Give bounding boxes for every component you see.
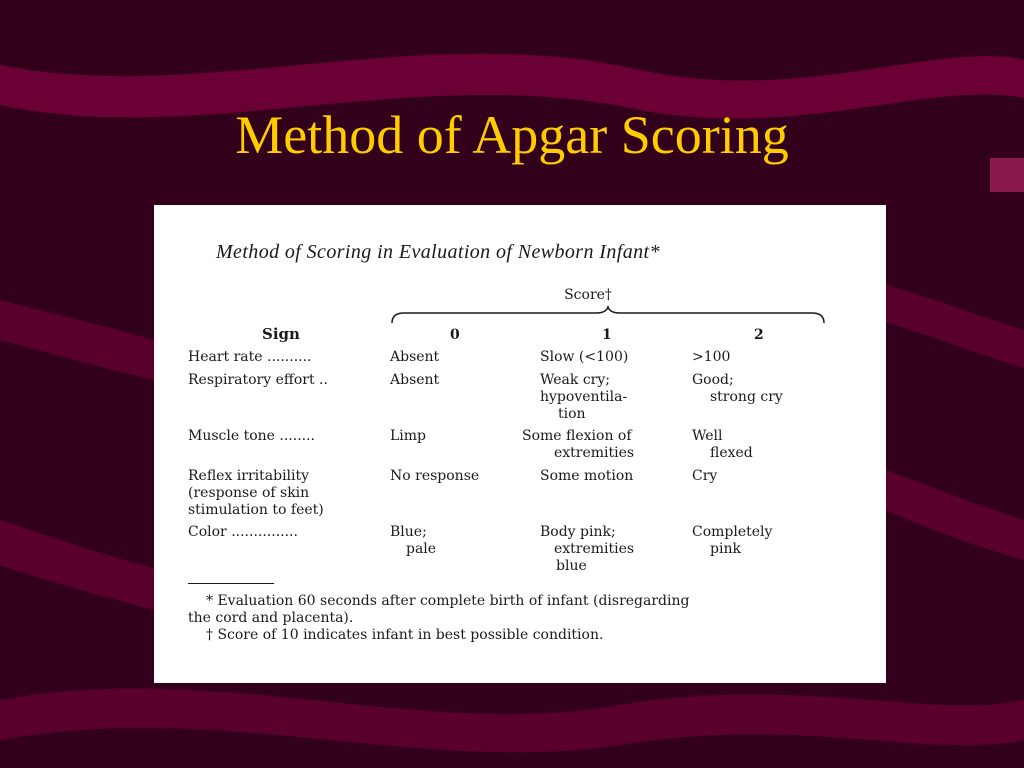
sign-color: Color ............... (188, 524, 298, 540)
respiratory-score-2-line-1: Good; (692, 372, 734, 388)
muscle-tone-score-0: Limp (390, 428, 427, 444)
color-score-1-line-3: blue (556, 558, 587, 574)
color-score-0-line-2: pale (406, 541, 437, 557)
sign-heart-rate: Heart rate .......... (188, 349, 312, 365)
reflex-score-0: No response (390, 468, 480, 484)
score-brace (390, 305, 826, 325)
reflex-score-1: Some motion (540, 468, 634, 484)
sign-column-header: Sign (262, 325, 300, 343)
footnote-1-line-2: the cord and placenta). (188, 610, 354, 626)
sign-respiratory-effort: Respiratory effort .. (188, 372, 328, 388)
score-1-header: 1 (602, 327, 612, 343)
score-2-header: 2 (754, 327, 764, 343)
heart-rate-score-2: >100 (692, 349, 731, 365)
heart-rate-score-1: Slow (<100) (540, 349, 629, 365)
table-heading: Method of Scoring in Evaluation of Newborn Infant* (216, 241, 660, 263)
reflex-score-2: Cry (692, 468, 718, 484)
color-score-1-line-1: Body pink; (540, 524, 616, 540)
footnote-1-line-1: * Evaluation 60 seconds after complete birth of infant (disregarding (206, 593, 690, 609)
sign-muscle-tone: Muscle tone ........ (188, 428, 315, 444)
sign-reflex-line-3: stimulation to feet) (188, 502, 324, 518)
muscle-tone-score-1-line-2: extremities (554, 445, 635, 461)
sign-reflex-line-1: Reflex irritability (188, 468, 310, 484)
score-group-label: Score† (564, 287, 612, 303)
color-score-2-line-1: Completely (692, 524, 773, 540)
heart-rate-score-0: Absent (390, 349, 440, 365)
sign-reflex-line-2: (response of skin (188, 485, 310, 501)
score-0-header: 0 (450, 327, 460, 343)
apgar-table-image (154, 205, 886, 683)
respiratory-score-1-line-1: Weak cry; (540, 372, 610, 388)
color-score-2-line-2: pink (710, 541, 741, 557)
muscle-tone-score-1-line-1: Some flexion of (522, 428, 632, 444)
respiratory-score-0: Absent (390, 372, 440, 388)
respiratory-score-1-line-2: hypoventila- (540, 389, 628, 405)
footnote-divider (188, 583, 274, 584)
color-score-1-line-2: extremities (554, 541, 635, 557)
respiratory-score-1-line-3: tion (558, 406, 586, 422)
color-score-0-line-1: Blue; (390, 524, 427, 540)
slide-title: Method of Apgar Scoring (235, 105, 789, 165)
muscle-tone-score-2-line-2: flexed (710, 445, 753, 461)
muscle-tone-score-2-line-1: Well (692, 428, 723, 444)
footnote-2: † Score of 10 indicates infant in best possible condition. (206, 627, 604, 643)
respiratory-score-2-line-2: strong cry (710, 389, 783, 405)
